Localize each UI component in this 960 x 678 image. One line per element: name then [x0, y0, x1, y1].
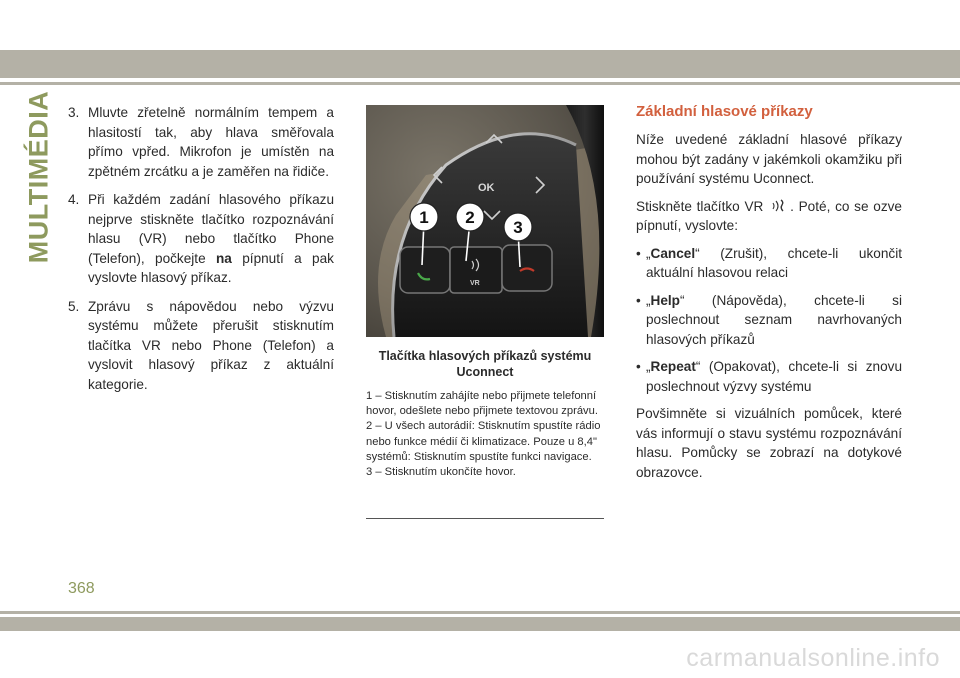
callout-3-label: 3 — [513, 218, 523, 237]
command-word: Repeat — [650, 359, 696, 374]
footer-bar — [0, 617, 960, 631]
page-number: 368 — [68, 580, 95, 597]
intro-paragraph: Níže uvedené základní hlasové příkazy mohou být zadány v jakémkoli okamžiku při používání systému Uconnect. — [636, 132, 902, 186]
bullet-rest: “ (Opakovat), chcete-li si znovu poslechnout výzvy systému — [646, 359, 902, 394]
figure-caption-title: Tlačítka hlasových příkazů systému Uconnect — [378, 349, 592, 379]
closing-paragraph: Povšimněte si vizuálních pomůcek, které vás informují o stavu systému rozpoznávání hlasu. Pomůcky se zobrazí na dotykové obrazovce. — [636, 406, 902, 480]
left-column — [68, 103, 334, 403]
callout-1-label: 1 — [419, 208, 429, 227]
list-item — [68, 190, 334, 288]
header-rule — [0, 82, 960, 85]
steering-wheel-photo — [366, 105, 604, 337]
section-heading: Základní hlasové příkazy — [636, 103, 813, 120]
item-number: 3. — [68, 105, 80, 120]
caption-line: 2 – U všech autorádií: Stisknutím spustíte rádio nebo funkce médií či klimatizace. Pouze u 8,4" systémů: Stisknutím spustíte funkci navigace. — [366, 420, 601, 463]
item-text-part: pípnutí a pak vyslovte hlasový příkaz. — [88, 250, 334, 285]
item-number: 5. — [68, 298, 80, 314]
bullet-text — [646, 291, 902, 350]
list-item — [620, 244, 902, 283]
vr-button-label: VR — [470, 280, 480, 287]
item-number: 4. — [68, 192, 80, 207]
caption-rule — [366, 518, 604, 519]
bullet-mark: • — [636, 292, 641, 308]
list-item — [68, 297, 334, 395]
command-word: Cancel — [650, 245, 696, 261]
list-item — [620, 291, 902, 350]
quote-mark: „ — [646, 359, 651, 374]
section-label-text: MULTIMÉDIA — [23, 90, 54, 264]
item-text-part: Při každém zadání hlasového příkazu nejprve stiskněte tlačítko rozpoznávání hlasu (VR) nebo tlačítko Phone (Telefon), počkejte — [88, 192, 334, 266]
phone-button[interactable] — [400, 247, 450, 293]
quote-mark: „ — [646, 292, 651, 308]
bullet-rest: “ (Zrušit), chcete-li ukončit aktuální hlasovou relaci — [646, 245, 902, 280]
item-text: Mluvte zřetelně normálním tempem a hlasitostí tak, aby hlava směřovala přímo vpřed. Mikrofon je umístěn na zpětném zrcátku a je zaměřen na řidiče. — [88, 105, 334, 179]
list-item — [68, 103, 334, 181]
quote-mark: „ — [646, 245, 651, 261]
right-column — [620, 103, 902, 490]
press-text-after: . Poté, co se ozve pípnutí, vyslovte: — [636, 198, 902, 233]
footer-rule — [0, 611, 960, 614]
callout-2-label: 2 — [465, 208, 475, 227]
bullet-rest: “ (Nápověda), chcete-li si poslechnout seznam navrhovaných hlasových příkazů — [646, 292, 902, 347]
header-bar — [0, 50, 960, 78]
bullet-mark: • — [636, 245, 641, 261]
caption-line: 1 – Stisknutím zahájíte nebo přijmete telefonní hovor, odešlete nebo přijmete textovou zprávu. — [366, 390, 598, 418]
item-text-bold: na — [216, 250, 232, 266]
caption-line: 3 – Stisknutím ukončíte hovor. — [366, 466, 516, 479]
watermark: carmanualsonline.info — [686, 644, 940, 672]
press-text: Stiskněte tlačítko VR — [636, 198, 764, 214]
top-margin — [0, 0, 960, 50]
press-vr-paragraph — [620, 197, 902, 236]
item-text — [88, 190, 334, 288]
bullet-text — [646, 357, 902, 396]
figure-caption-body — [366, 389, 604, 480]
bullet-text — [646, 244, 902, 283]
section-side-label — [23, 90, 54, 264]
bullet-mark: • — [636, 359, 641, 374]
item-text: Zprávu s nápovědou nebo výzvu systému můžete přerušit stisknutím tlačítka VR nebo Phone (Telefon) a vyslovit hlasový příkaz z aktuální kategorie. — [88, 298, 334, 392]
command-word: Help — [650, 292, 680, 308]
voice-recognition-icon — [770, 198, 788, 214]
ok-button-label: OK — [478, 182, 495, 194]
steering-wheel-illustration — [366, 105, 604, 337]
list-item — [620, 357, 902, 396]
